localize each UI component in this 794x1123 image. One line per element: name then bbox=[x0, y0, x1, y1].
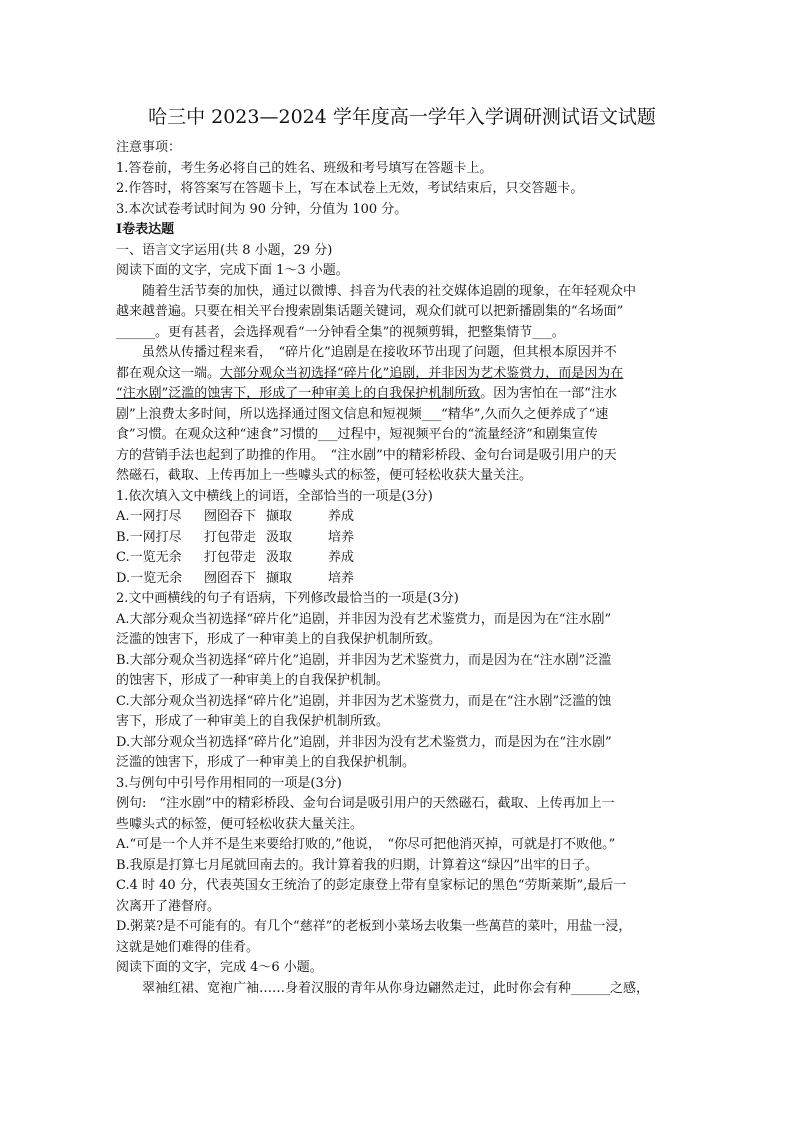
passage-line: 然磁石，截取、上传再加上一些噱头式的标签，便可轻松收获大量关注。 bbox=[116, 468, 533, 483]
volume-heading: Ⅰ卷表达题 bbox=[116, 222, 175, 237]
note-item: 1.答卷前，考生务必将自己的姓名、班级和考号填写在答题卡上。 bbox=[116, 160, 493, 176]
option-text: A.一网打尽 bbox=[116, 509, 182, 524]
question-3-line: 这就是她们难得的佳肴。 bbox=[116, 939, 260, 955]
question-3-line: D.粥菜?是不可能有的。有几个“慈祥”的老板到小菜场去收集一些萬苣的菜叶，用盐一浸， bbox=[116, 919, 632, 934]
question-1-option bbox=[116, 569, 698, 590]
question-1-stem: 1.依次填入文中横线上的词语，全部恰当的一项是(3分) bbox=[116, 488, 433, 504]
question-2-line: D.大部分观众当初选择“碎片化”追剧，并非因为没有艺术鉴赏力，而是因为在“注水剧” bbox=[116, 734, 612, 750]
option-text: 培养 bbox=[328, 570, 355, 586]
passage-line: ______。更有甚者，会选择观看“一分钟看全集”的视频剪辑，把整集情节___。 bbox=[116, 324, 565, 340]
passage-line: 随着生活节奏的加快，通过以微博、抖音为代表的社交媒体追剧的现象，在年轻观众中 bbox=[142, 283, 637, 299]
part-heading: 一、语言文字运用(共 8 小题，29 分) bbox=[116, 242, 333, 258]
note-item: 3.本次试卷考试时间为 90 分钟，分值为 100 分。 bbox=[116, 201, 408, 217]
question-3-line: 例句: “注水剧”中的精彩桥段、金句台词是吸引用户的天然磁石，截取、上传再加上一 bbox=[116, 796, 615, 811]
question-2-line: 泛滥的蚀害下，形成了一种审美上的自我保护机制所致。 bbox=[116, 632, 442, 647]
option-text: 汲取 bbox=[266, 550, 293, 565]
passage-line: 方的营销手法也起到了助推的作用。 “注水剧”中的精彩桥段、金句台词是吸引用户的天 bbox=[116, 447, 617, 463]
question-3-line: B.我原是打算七月尾就回南去的。我计算着我的归期，计算着这“绿囚”出牢的日子。 bbox=[116, 857, 598, 873]
question-1-option bbox=[116, 548, 698, 569]
question-2-line: 的蚀害下，形成了一种审美上的自我保护机制。 bbox=[116, 673, 390, 688]
reading-intro: 阅读下面的文字，完成 4～6 小题。 bbox=[116, 960, 323, 975]
question-2-line: 害下，形成了一种审美上的自我保护机制所致。 bbox=[116, 714, 390, 729]
passage-line bbox=[116, 364, 698, 385]
underlined-sentence: “注水剧”泛滥的蚀害下，形成了一种审美上的自我保护机制所致 bbox=[116, 386, 481, 401]
passage-line: 虽然从传播过程来看， “碎片化”追剧是在接收环节出现了问题，但其根本原因并不 bbox=[142, 345, 617, 360]
option-text: 培养 bbox=[328, 529, 355, 545]
passage-text: 都在观众这一端。 bbox=[116, 365, 221, 381]
question-3-line: 些噱头式的标签，便可轻松收获大量关注。 bbox=[116, 816, 364, 832]
option-text: 养成 bbox=[328, 509, 355, 524]
option-text: C.一览无余 bbox=[116, 550, 182, 565]
option-text: 囫囵吞下 bbox=[204, 509, 257, 524]
question-1-option bbox=[116, 507, 698, 528]
question-3-line: 次离开了港督府。 bbox=[116, 898, 221, 914]
question-2-line: C.大部分观众当初选择“碎片化”追剧，并非因为艺术鉴赏力，而是在“注水剧”泛滥的蚀 bbox=[116, 693, 612, 709]
option-text: 撷取 bbox=[266, 509, 293, 524]
underlined-sentence: 大部分观众当初选择“碎片化”追剧，并非因为艺术鉴赏力，而是因为在 bbox=[220, 365, 624, 381]
notes-heading: 注意事项： bbox=[116, 140, 182, 155]
option-text: 打包带走 bbox=[204, 550, 257, 565]
passage-line: 越来越普遍。只要在相关平台搜索剧集话题关键词，观众们就可以把新播剧集的“名场面” bbox=[116, 304, 624, 319]
option-text: D.一览无余 bbox=[116, 570, 183, 586]
question-3-stem: 3.与例句中引号作用相同的一项是(3分) bbox=[116, 775, 342, 791]
option-text: 养成 bbox=[328, 550, 355, 565]
option-text: 撷取 bbox=[266, 570, 293, 586]
question-3-line: C.4 时 40 分，代表英国女王统治了的彭定康登上带有皇家标记的黑色“劳斯莱斯”,最后一 bbox=[116, 878, 627, 893]
option-text: 汲取 bbox=[266, 529, 293, 545]
passage-text: 。因为害怕在一部“注水 bbox=[480, 386, 617, 401]
passage-line bbox=[116, 384, 698, 405]
option-text: 囫囵吞下 bbox=[204, 570, 257, 586]
passage-line: 翠袖红裙、宽袍广袖……身着汉服的青年从你身边翩然走过，此时你会有种______之感， bbox=[142, 980, 650, 996]
passage-line: 剧”上浪费太多时间，所以选择通过图文信息和短视频___“精华”,久而久之便养成了“速 bbox=[116, 406, 609, 422]
note-item: 2.作答时，将答案写在答题卡上，写在本试卷上无效，考试结束后，只交答题卡。 bbox=[116, 181, 584, 196]
question-3-line: A.“可是一个人并不是生来要给打败的,”他说， “你尽可把他消灭掉，可就是打不败他。” bbox=[116, 837, 616, 852]
question-2-line: 泛滥的蚀害下，形成了一种审美上的自我保护机制。 bbox=[116, 755, 416, 770]
option-text: 打包带走 bbox=[204, 529, 257, 545]
question-2-stem: 2.文中画横线的句子有语病，下列修改最恰当的一项是(3分) bbox=[116, 591, 459, 606]
passage-line: 食”习惯。在观众这种“速食”习惯的___过程中，短视频平台的“流量经济”和剧集宣传 bbox=[116, 427, 598, 442]
exam-title: 哈三中 2023—2024 学年度高一学年入学调研测试语文试题 bbox=[148, 106, 656, 128]
question-1-option bbox=[116, 528, 698, 549]
reading-intro: 阅读下面的文字，完成下面 1～3 小题。 bbox=[116, 263, 349, 278]
question-2-line: B.大部分观众当初选择“碎片化”追剧，并非因为艺术鉴赏力，而是因为在“注水剧”泛滥 bbox=[116, 652, 612, 668]
question-2-line: A.大部分观众当初选择“碎片化”追剧，并非因为没有艺术鉴赏力，而是因为在“注水剧” bbox=[116, 611, 612, 627]
option-text: B.一网打尽 bbox=[116, 529, 182, 545]
